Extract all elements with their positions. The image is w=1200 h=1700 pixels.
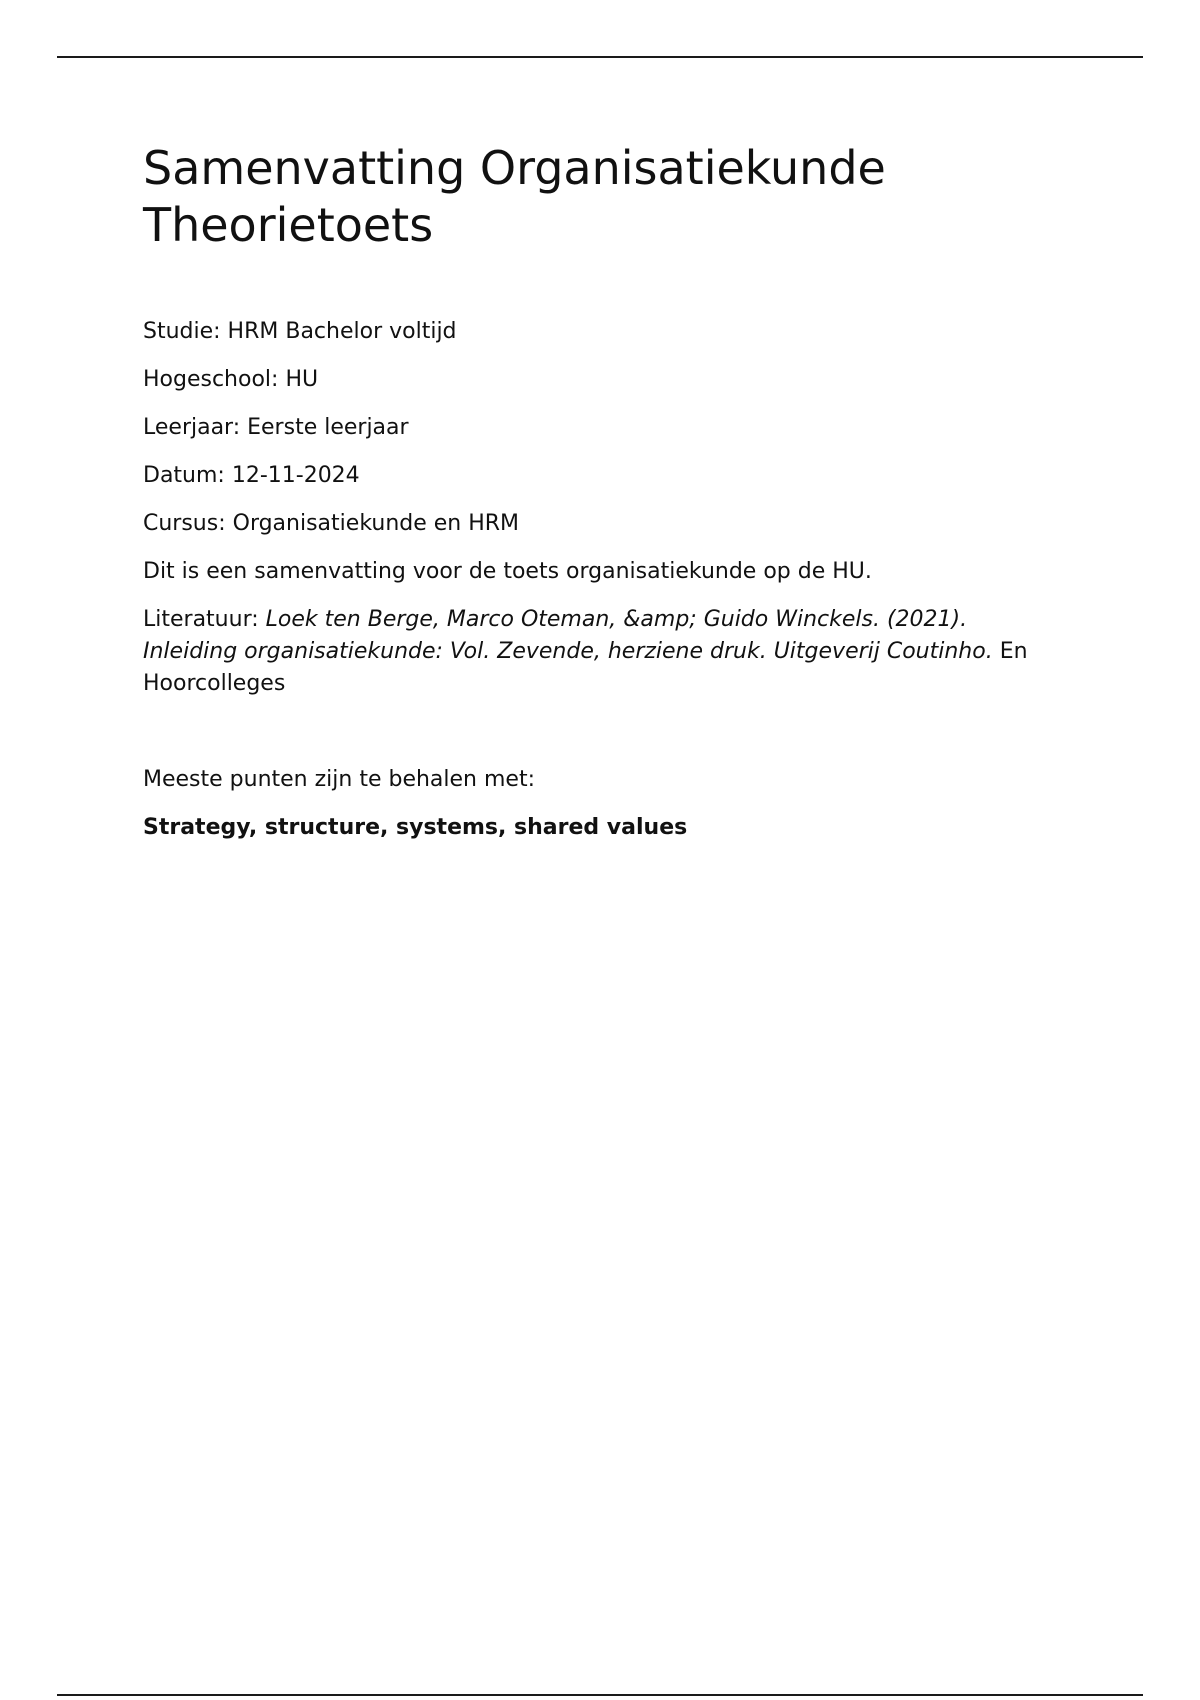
document-title: Samenvatting Organisatiekunde Theorietoets: [143, 141, 886, 252]
points-intro: Meeste punten zijn te behalen met:: [143, 767, 535, 792]
bottom-rule: [57, 1694, 1143, 1696]
section-spacer: [143, 716, 1063, 764]
document-body: [143, 140, 1063, 860]
meta-cursus: Cursus: Organisatiekunde en HRM: [143, 511, 520, 536]
meta-studie: Studie: HRM Bachelor voltijd: [143, 319, 457, 344]
meta-leerjaar: Leerjaar: Eerste leerjaar: [143, 415, 409, 440]
literature-label: Literatuur:: [143, 607, 266, 632]
top-rule: [57, 56, 1143, 58]
meta-datum: Datum: 12-11-2024: [143, 463, 360, 488]
literature-paragraph: [143, 604, 1063, 700]
points-topics: Strategy, structure, systems, shared values: [143, 815, 688, 840]
meta-hogeschool: Hogeschool: HU: [143, 367, 319, 392]
literature-citation: Loek ten Berge, Marco Oteman, &amp; Guido Winckels. (2021). Inleiding organisatiekunde: Vol. Zevende, herziene druk. Uitgeverij Coutinho.: [143, 607, 993, 664]
meta-description: Dit is een samenvatting voor de toets organisatiekunde op de HU.: [143, 559, 872, 584]
literature-suffix: En Hoorcolleges: [143, 639, 1028, 696]
